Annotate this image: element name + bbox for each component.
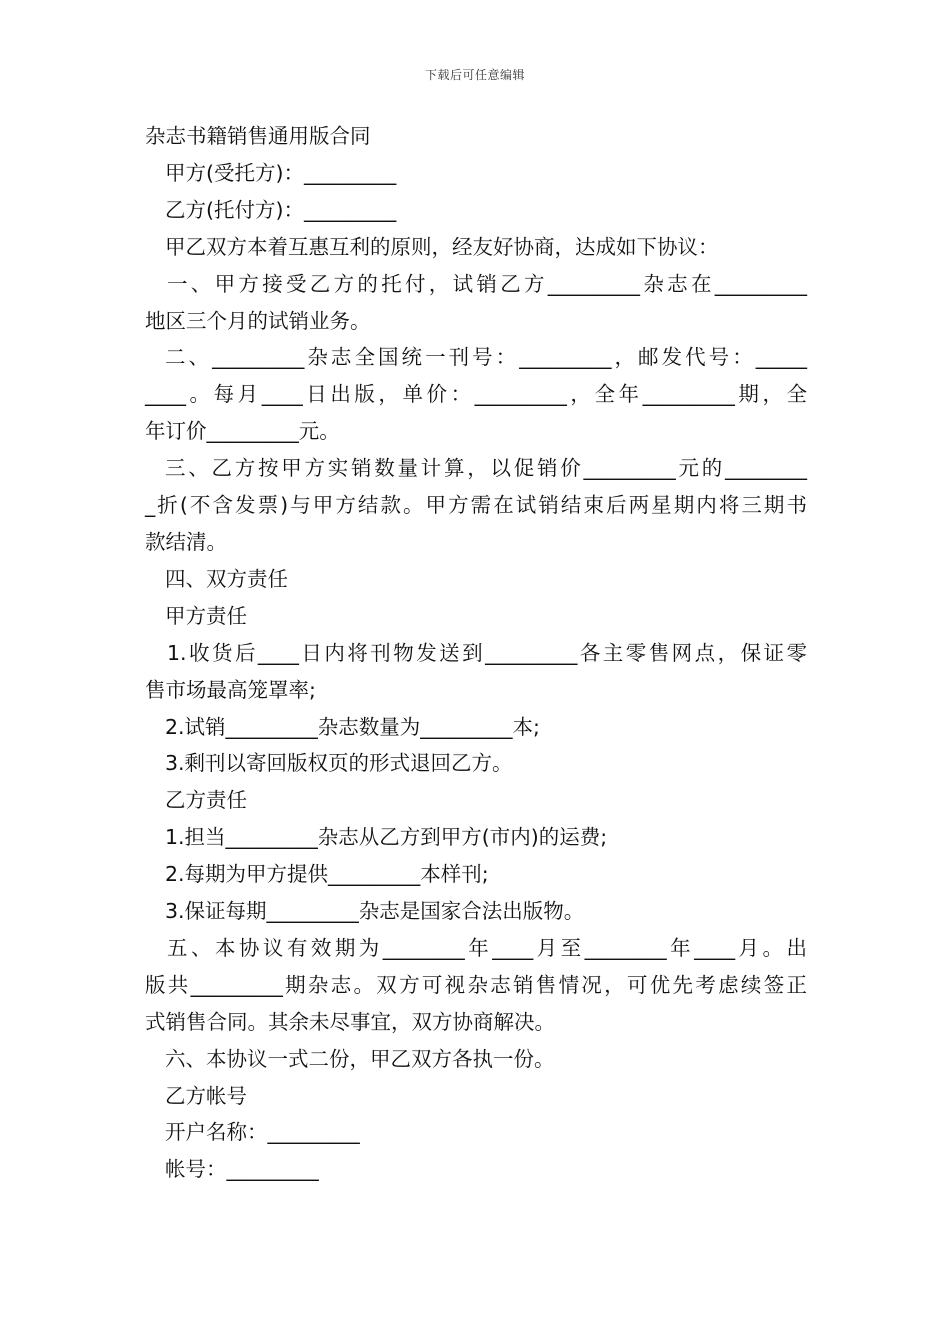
account-name-line: 开户名称：_________	[165, 1120, 360, 1145]
party-a-duties-heading: 甲方责任	[165, 603, 247, 628]
party-b-duties-heading: 乙方责任	[165, 788, 247, 813]
party-a-duty-3: 3.剩刊以寄回版权页的形式退回乙方。	[165, 751, 513, 776]
clause-3-line-3: 款结清。	[145, 529, 227, 554]
clause-4-heading: 四、双方责任	[165, 566, 288, 591]
preamble-line: 甲乙双方本着互惠互利的原则，经友好协商，达成如下协议：	[165, 234, 719, 259]
clause-5-line-3: 式销售合同。其余未尽事宜，双方协商解决。	[145, 1009, 555, 1034]
party-b-duty-1: 1.担当_________杂志从乙方到甲方(市内)的运费;	[165, 825, 608, 850]
party-b-duty-3: 3.保证每期_________杂志是国家合法出版物。	[165, 899, 585, 924]
header-note: 下载后可任意编辑	[424, 68, 525, 82]
clause-1-line-2: 地区三个月的试销业务。	[145, 308, 371, 333]
party-b-duty-2: 2.每期为甲方提供_________本样刊;	[165, 862, 489, 887]
contract-body	[145, 118, 807, 1188]
clause-3-line-2: _折(不含发票)与甲方结款。甲方需在试销结束后两星期内将三期书	[145, 493, 807, 518]
clause-2-line-2: ____。每月____日出版，单价：_________，全年_________期，全	[145, 382, 807, 407]
clause-5-line-2: 版共_________期杂志。双方可视杂志销售情况，可优先考虑续签正	[145, 972, 807, 997]
document-title: 杂志书籍销售通用版合同	[145, 124, 371, 148]
clause-2-line-3: 年订价_________元。	[145, 419, 340, 444]
party-a-duty-2: 2.试销_________杂志数量为_________本;	[165, 714, 540, 739]
party-a-duty-1-line-1: 1.收货后____日内将刊物发送到_________各主零售网点，保证零	[167, 640, 807, 665]
account-number-line: 帐号：_________	[165, 1157, 319, 1182]
clause-5-line-1: 五、本协议有效期为________年____月至________年____月。出	[167, 935, 807, 960]
clause-2-line-1: 二、_________杂志全国统一刊号：_________，邮发代号：_____	[165, 345, 807, 370]
clause-3-line-1: 三、乙方按甲方实销数量计算，以促销价_________元的________	[165, 456, 807, 481]
party-b-account-heading: 乙方帐号	[165, 1083, 247, 1108]
party-b-line: 乙方(托付方)：_________	[165, 197, 397, 222]
party-a-line: 甲方(受托方)：_________	[165, 160, 397, 185]
clause-1-line-1: 一、甲方接受乙方的托付，试销乙方_________杂志在_________	[167, 271, 807, 296]
party-a-duty-1-line-2: 售市场最高笼罩率;	[145, 677, 316, 702]
clause-6-line: 六、本协议一式二份，甲乙双方各执一份。	[165, 1046, 555, 1071]
